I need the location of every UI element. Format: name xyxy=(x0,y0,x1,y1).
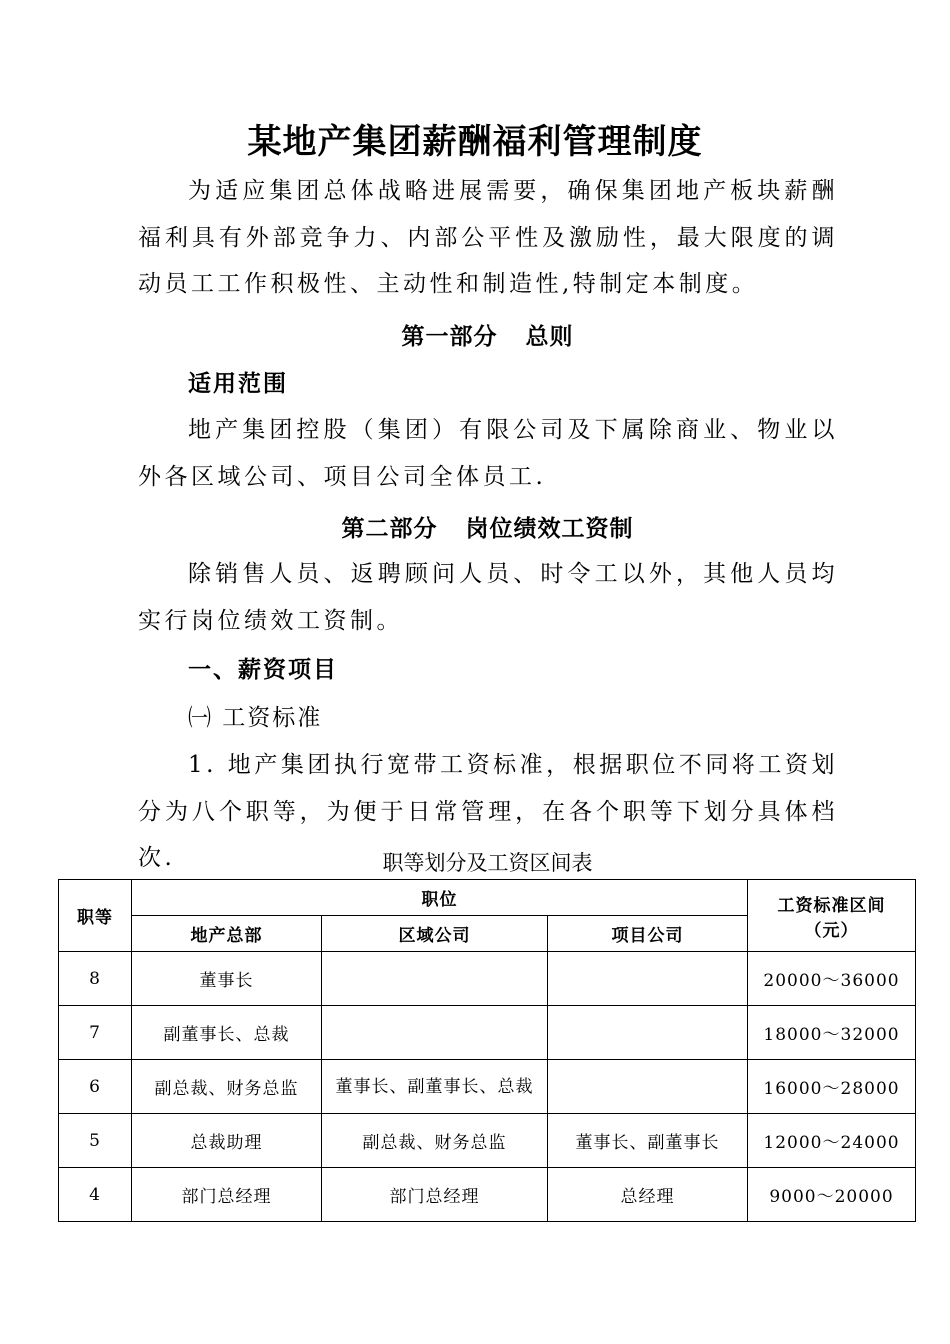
table-row xyxy=(59,1006,916,1060)
table-title: 职等划分及工资区间表 xyxy=(382,851,593,875)
scope-paragraph: 地产集团控股（集团）有限公司及下属除商业、物业以外各区域公司、项目公司全体员工. xyxy=(138,417,838,490)
cell-project xyxy=(548,1060,748,1114)
cell-range: 18000～32000 xyxy=(748,1006,916,1060)
cell-project xyxy=(548,1006,748,1060)
cell-range: 20000～36000 xyxy=(748,952,916,1006)
cell-range: 9000～20000 xyxy=(748,1168,916,1222)
cell-region: 副总裁、财务总监 xyxy=(322,1114,548,1168)
cell-project: 董事长、副董事长 xyxy=(548,1114,748,1168)
table-row xyxy=(59,1168,916,1222)
part-one-label: 第一部分 xyxy=(401,324,498,350)
wage-standard-heading: ㈠ 工资标准 xyxy=(188,705,323,731)
part-one-heading xyxy=(0,318,950,351)
cell-project xyxy=(548,952,748,1006)
cell-grade: 8 xyxy=(59,952,132,1006)
table-row xyxy=(59,952,916,1006)
cell-hq: 总裁助理 xyxy=(132,1114,322,1168)
cell-range: 16000～28000 xyxy=(748,1060,916,1114)
cell-grade: 4 xyxy=(59,1168,132,1222)
cell-range: 12000～24000 xyxy=(748,1114,916,1168)
document-title: 某地产集团薪酬福利管理制度 xyxy=(247,122,703,162)
cell-hq: 副总裁、财务总监 xyxy=(132,1060,322,1114)
table-row xyxy=(59,1114,916,1168)
part-one-name: 总则 xyxy=(525,324,574,350)
cell-region: 部门总经理 xyxy=(322,1168,548,1222)
table-row xyxy=(59,1060,916,1114)
header-salary-range-line2: （元） xyxy=(804,920,859,941)
salary-items-heading: 一、薪资项目 xyxy=(188,657,338,683)
header-region: 区域公司 xyxy=(322,916,548,952)
part-two-name: 岗位绩效工资制 xyxy=(465,516,634,542)
table-header-row xyxy=(59,880,916,916)
cell-grade: 5 xyxy=(59,1114,132,1168)
cell-hq: 董事长 xyxy=(132,952,322,1006)
cell-region: 董事长、副董事长、总裁 xyxy=(322,1060,548,1114)
cell-region xyxy=(322,952,548,1006)
grade-salary-table xyxy=(58,879,916,1222)
intro-paragraph: 为适应集团总体战略进展需要，确保集团地产板块薪酬福利具有外部竞争力、内部公平性及激励性，最大限度的调动员工工作积极性、主动性和制造性,特制定本制度。 xyxy=(138,178,838,297)
cell-hq: 部门总经理 xyxy=(132,1168,322,1222)
header-position: 职位 xyxy=(132,880,748,916)
cell-grade: 6 xyxy=(59,1060,132,1114)
wage-standard-paragraph: 1. 地产集团执行宽带工资标准，根据职位不同将工资划分为八个职等，为便于日常管理，在各个职等下划分具体档次. xyxy=(138,752,838,871)
scope-heading: 适用范围 xyxy=(188,371,288,397)
cell-grade: 7 xyxy=(59,1006,132,1060)
header-grade: 职等 xyxy=(59,880,132,952)
header-project: 项目公司 xyxy=(548,916,748,952)
cell-project: 总经理 xyxy=(548,1168,748,1222)
part-two-label: 第二部分 xyxy=(341,516,438,542)
header-hq: 地产总部 xyxy=(132,916,322,952)
cell-hq: 副董事长、总裁 xyxy=(132,1006,322,1060)
header-salary-range-line1: 工资标准区间 xyxy=(777,895,886,916)
header-salary-range xyxy=(748,880,916,952)
part-two-paragraph: 除销售人员、返聘顾问人员、时令工以外，其他人员均实行岗位绩效工资制。 xyxy=(138,561,838,634)
part-two-heading xyxy=(0,510,950,543)
cell-region xyxy=(322,1006,548,1060)
